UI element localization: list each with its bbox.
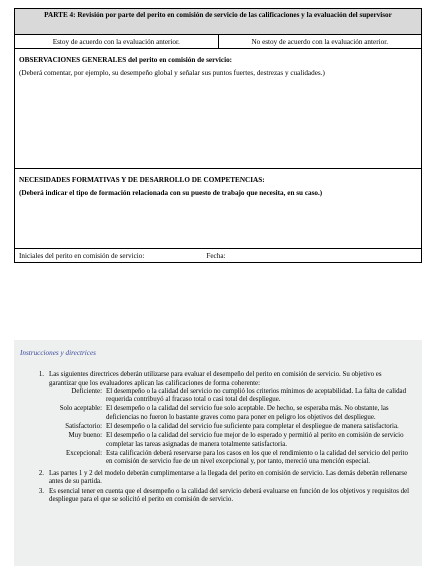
rating-label: Muy bueno: xyxy=(68,432,102,440)
part-4-title: PARTE 4: Revisión por parte del perito en comisión de servicio de las calificaciones y la evaluación del supervisor xyxy=(15,9,421,34)
rating-label: Excepcional: xyxy=(66,449,102,457)
training-needs-hint: (Deberá indicar el tipo de formación relacionada con su puesto de trabajo que necesita, en su caso.) xyxy=(19,189,323,197)
rating-definitions xyxy=(49,388,410,467)
item-number: 2. xyxy=(38,469,44,477)
agree-option[interactable]: Estoy de acuerdo con la evaluación anterior. xyxy=(52,37,180,46)
rating-row xyxy=(49,388,410,405)
item-number: 3. xyxy=(38,488,44,496)
initials-label: Iniciales del perito en comisión de servicio: xyxy=(19,251,145,260)
training-needs-field[interactable] xyxy=(15,168,421,248)
date-label: Fecha: xyxy=(206,251,226,260)
rating-description: El desempeño o la calidad del servicio no cumplió los criterios mínimos de aceptabilidad. La falta de calidad requerida contribuyó al fracaso total o casi total del despliegue. xyxy=(106,387,407,404)
training-needs-heading: NECESIDADES FORMATIVAS Y DE DESARROLLO DE COMPETENCIAS: xyxy=(19,176,265,184)
instructions-title: Instrucciones y directrices xyxy=(20,349,96,357)
agreement-row xyxy=(15,34,421,48)
signature-row xyxy=(15,248,421,262)
instructions-list xyxy=(20,371,416,504)
list-item xyxy=(20,470,416,487)
rating-row xyxy=(49,432,410,449)
rating-label: Deficiente: xyxy=(71,387,102,395)
observations-heading: OBSERVACIONES GENERALES del perito en comisión de servicio: xyxy=(19,56,233,64)
review-form xyxy=(14,8,422,263)
rating-label: Satisfactorio: xyxy=(65,423,102,431)
observations-hint: (Deberá comentar, por ejemplo, su desempeño global y señalar sus puntos fuertes, destrezas y cualidades.) xyxy=(19,69,325,77)
list-item xyxy=(20,371,416,467)
rating-description: Esta calificación deberá reservarse para los casos en los que el rendimiento o la calidad del servicio del perito en comisión de servicio fue de un nivel excepcional y, por tanto, mereció una mención especial. xyxy=(106,449,408,466)
item-number: 1. xyxy=(38,371,44,379)
rating-description: El desempeño o la calidad del servicio fue mejor de lo esperado y permitió al perito en comisión de servicio completar las tareas asignadas de manera totalmente satisfactoria. xyxy=(106,432,404,448)
rating-label: Solo aceptable: xyxy=(59,405,102,413)
item-text: Es esencial tener en cuenta que el desempeño o la calidad del servicio deberá evaluarse en función de los objetivos y requisitos del despliegue para el que se solicitó el perito en comisión de servicio. xyxy=(49,488,410,504)
instructions-panel xyxy=(14,340,422,566)
rating-row xyxy=(49,450,410,467)
observations-field[interactable] xyxy=(15,48,421,168)
item-text: Las siguientes directrices deberán utilizarse para evaluar el desempeño del perito en comisión de servicio. Su objetivo es garantizar que los evaluadores aplican las calificaciones de forma coherente: xyxy=(49,371,382,387)
rating-description: El desempeño o la calidad del servicio fue solo aceptable. De hecho, se esperaba más. No obstante, las deficiencias no fueron lo bastante graves como para poner en peligro los objetivos del despliegue. xyxy=(106,405,389,421)
rating-row xyxy=(49,405,410,422)
item-text: Las partes 1 y 2 del modelo deberán cumplimentarse a la llegada del perito en comisión de servicio. Las demás deberán rellenarse antes de su partida. xyxy=(49,469,408,485)
rating-description: El desempeño o la calidad del servicio fue suficiente para completar el despliegue de manera satisfactoria. xyxy=(106,423,399,431)
rating-row xyxy=(49,423,410,431)
list-item xyxy=(20,488,416,505)
disagree-option[interactable]: No estoy de acuerdo con la evaluación anterior. xyxy=(218,35,422,48)
